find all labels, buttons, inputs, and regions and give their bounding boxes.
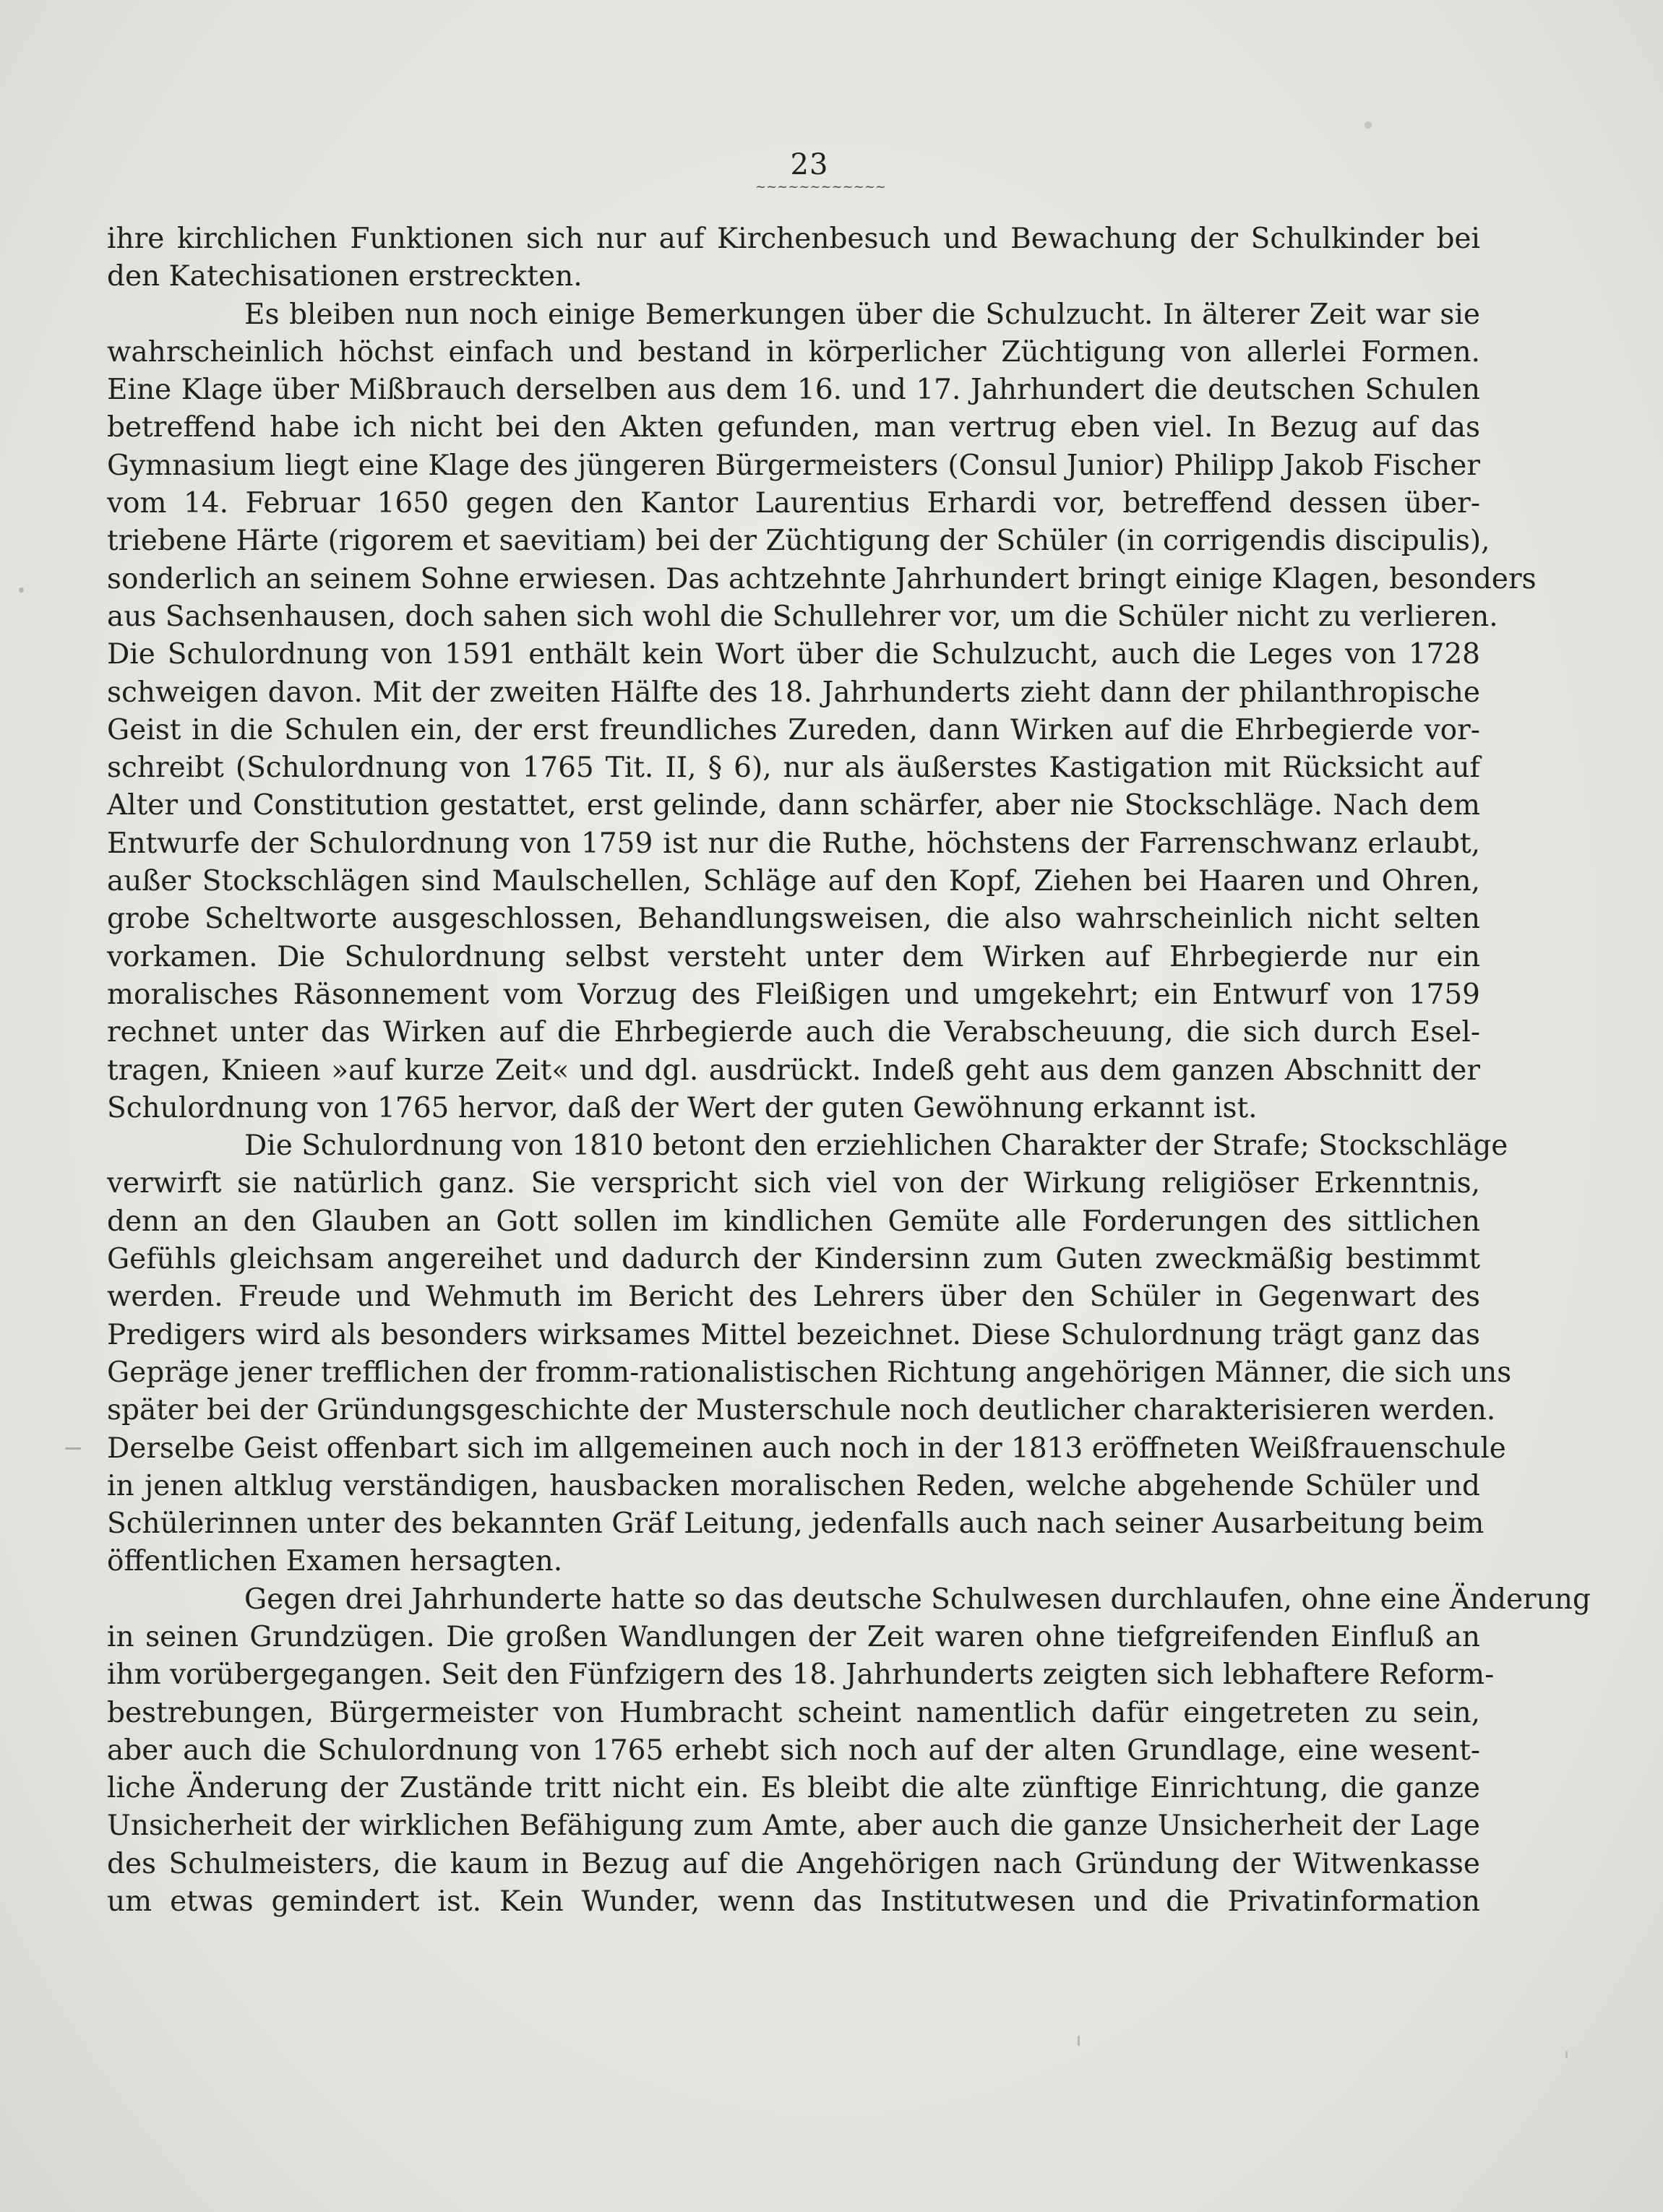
text-line: schweigen davon. Mit der zweiten Hälfte des 18. Jahrhunderts zieht dann der philanthropische [107, 676, 1480, 709]
text-line: grobe Scheltworte ausgeschlossen, Behandlungsweisen, die also wahrscheinlich nicht selten [107, 903, 1480, 936]
text-line: Schulordnung von 1765 hervor, daß der Wert der guten Gewöhnung erkannt ist. [107, 1091, 1258, 1124]
paper-speck [19, 588, 24, 593]
text-line: werden. Freude und Wehmuth im Bericht des Lehrers über den Schüler in Gegenwart des [107, 1281, 1480, 1314]
paper-speck [1565, 2051, 1568, 2058]
text-line: Entwurfe der Schulordnung von 1759 ist nur die Ruthe, höchstens der Farrenschwanz erlaubt, [107, 827, 1480, 860]
text-line: betreffend habe ich nicht bei den Akten gefunden, man vertrug eben viel. In Bezug auf das [107, 411, 1480, 444]
text-line: wahrscheinlich höchst einfach und bestand in körperlicher Züchtigung von allerlei Formen. [107, 335, 1480, 369]
text-line: außer Stockschlägen sind Maulschellen, Schläge auf den Kopf, Ziehen bei Haaren und Ohren, [107, 865, 1480, 898]
text-line: Alter und Constitution gestattet, erst gelinde, dann schärfer, aber nie Stockschläge. Nach dem [107, 789, 1480, 822]
text-line: liche Änderung der Zustände tritt nicht ein. Es bleibt die alte zünftige Einrichtung, die ganze [107, 1772, 1480, 1805]
text-line: sonderlich an seinem Sohne erwiesen. Das achtzehnte Jahrhundert bringt einige Klagen, besonders [107, 562, 1537, 595]
text-line: öffentlichen Examen hersagten. [107, 1545, 563, 1578]
text-line: verwirft sie natürlich ganz. Sie verspricht sich viel von der Wirkung religiöser Erkenntnis, [107, 1167, 1480, 1200]
text-line: Eine Klage über Mißbrauch derselben aus dem 16. und 17. Jahrhundert die deutschen Schulen [107, 374, 1480, 407]
text-line: triebene Härte (rigorem et saevitiam) bei der Züchtigung der Schüler (in corrigendis discipulis), [107, 525, 1490, 558]
text-line: ihm vorübergegangen. Seit den Fünfzigern des 18. Jahrhunderts zeigten sich lebhaftere Reform- [107, 1658, 1495, 1692]
text-line: Die Schulordnung von 1810 betont den erziehlichen Charakter der Strafe; Stockschläge [244, 1129, 1508, 1163]
paper-speck [65, 1447, 81, 1450]
text-line: rechnet unter das Wirken auf die Ehrbegierde auch die Verabscheuung, die sich durch Esel- [107, 1016, 1480, 1049]
text-line: in jenen altklug verständigen, hausbacken moralischen Reden, welche abgehende Schüler und [107, 1469, 1480, 1502]
text-line: ihre kirchlichen Funktionen sich nur auf Kirchenbesuch und Bewachung der Schulkinder bei [107, 223, 1480, 255]
page-number: 23 [790, 148, 829, 181]
text-line: vom 14. Februar 1650 gegen den Kantor Laurentius Erhardi vor, betreffend dessen über- [107, 487, 1480, 520]
text-line: schreibt (Schulordnung von 1765 Tit. II, § 6), nur als äußerstes Kastigation mit Rücksicht auf [107, 752, 1480, 785]
text-line: Die Schulordnung von 1591 enthält kein Wort über die Schulzucht, auch die Leges von 1728 [107, 638, 1480, 671]
text-line: aber auch die Schulordnung von 1765 erhebt sich noch auf der alten Grundlage, eine wesent- [107, 1734, 1480, 1767]
paper-speck [1365, 121, 1372, 129]
body-text [107, 220, 1591, 1921]
text-line: tragen, Knieen »auf kurze Zeit« und dgl. ausdrückt. Indeß geht aus dem ganzen Abschnitt der [107, 1054, 1480, 1087]
text-line: moralisches Räsonnement vom Vorzug des Fleißigen und umgekehrt; ein Entwurf von 1759 [107, 978, 1480, 1011]
text-line: des Schulmeisters, die kaum in Bezug auf die Angehörigen nach Gründung der Witwenkasse [107, 1847, 1480, 1880]
text-line: Predigers wird als besonders wirksames Mittel bezeichnet. Diese Schulordnung trägt ganz das [107, 1318, 1480, 1351]
text-line: denn an den Glauben an Gott sollen im kindlichen Gemüte alle Forderungen des sittlichen [107, 1205, 1480, 1238]
text-line: in seinen Grundzügen. Die großen Wandlungen der Zeit waren ohne tiefgreifenden Einfluß an [107, 1620, 1480, 1653]
text-line: Es bleiben nun noch einige Bemerkungen über die Schulzucht. In älterer Zeit war sie [244, 298, 1480, 331]
text-line: vorkamen. Die Schulordnung selbst versteht unter dem Wirken auf Ehrbegierde nur ein [107, 940, 1480, 973]
page-number-rule: ~~~~~~~~~~~~ [755, 179, 886, 194]
text-line: Derselbe Geist offenbart sich im allgemeinen auch noch in der 1813 eröffneten Weißfrauenschule [107, 1432, 1506, 1465]
text-line: bestrebungen, Bürgermeister von Humbracht scheint namentlich dafür eingetreten zu sein, [107, 1696, 1480, 1729]
text-line: Geist in die Schulen ein, der erst freundliches Zureden, dann Wirken auf die Ehrbegierde vor- [107, 713, 1480, 746]
text-line: den Katechisationen erstreckten. [107, 260, 583, 293]
text-line: aus Sachsenhausen, doch sahen sich wohl die Schullehrer vor, um die Schüler nicht zu verlieren. [107, 600, 1498, 633]
text-line: Gegen drei Jahrhunderte hatte so das deutsche Schulwesen durchlaufen, ohne eine Änderung [244, 1583, 1591, 1616]
text-line: Gepräge jener trefflichen der fromm-rationalistischen Richtung angehörigen Männer, die sich uns [107, 1356, 1512, 1389]
text-line: später bei der Gründungsgeschichte der Musterschule noch deutlicher charakterisieren werden. [107, 1394, 1496, 1427]
text-line: Gymnasium liegt eine Klage des jüngeren Bürgermeisters (Consul Junior) Philipp Jakob Fischer [107, 449, 1480, 482]
text-line: Unsicherheit der wirklichen Befähigung zum Amte, aber auch die ganze Unsicherheit der Lage [107, 1809, 1480, 1843]
paper-speck [1078, 2036, 1080, 2046]
text-line: Schülerinnen unter des bekannten Gräf Leitung, jedenfalls auch nach seiner Ausarbeitung beim [107, 1507, 1484, 1541]
text-line: Gefühls gleichsam angereihet und dadurch der Kindersinn zum Guten zweckmäßig bestimmt [107, 1243, 1480, 1276]
text-line: um etwas gemindert ist. Kein Wunder, wenn das Institutwesen und die Privatinformation [107, 1885, 1480, 1919]
